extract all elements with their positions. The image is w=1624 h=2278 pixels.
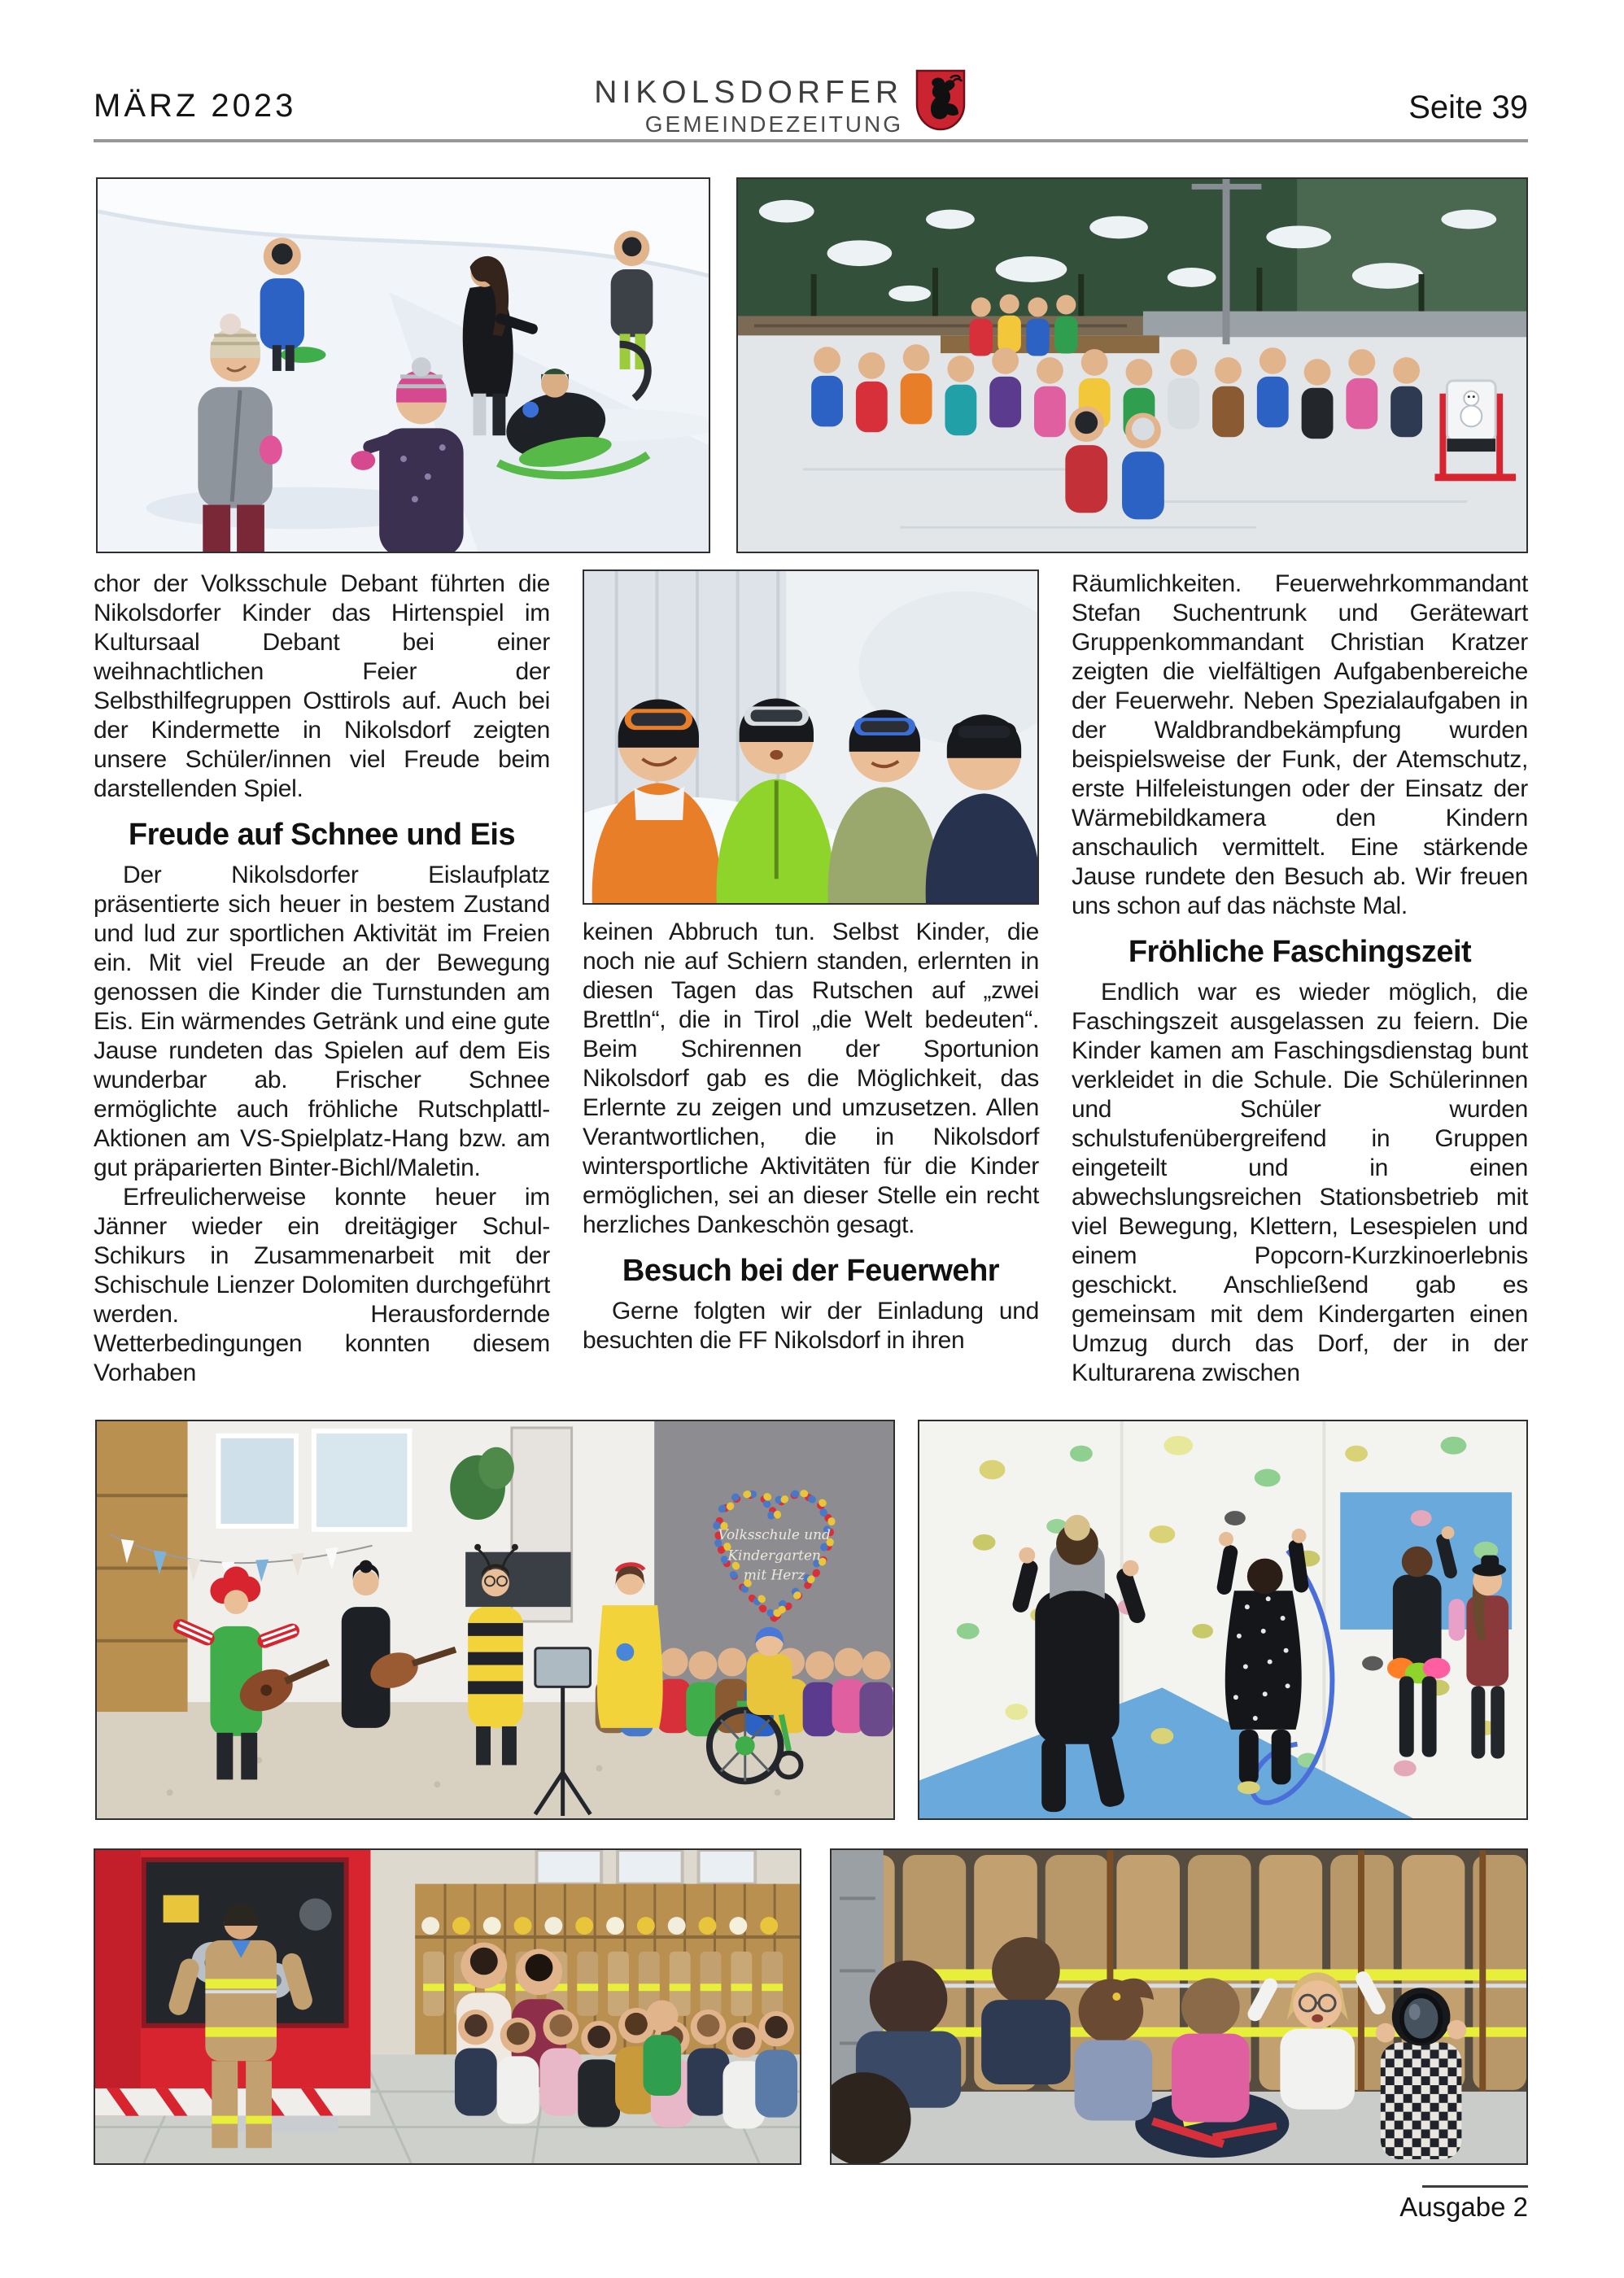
photo-sledding [96, 177, 710, 553]
photo-climbing-wall [918, 1420, 1528, 1820]
paragraph: chor der Volksschule Debant führten die Nikolsdorfer Kinder das Hirtenspiel im Kultursaal Debant bei einer weihnachtlichen Feier der Selbsthilfegruppen Osttirols auf. Auch bei der Kindermette in Nikolsdorf zeigten unsere Schüler/innen viel Freude beim darstellenden Spiel. [94, 570, 550, 802]
headline-besuch-bei-der-feuerwehr: Besuch bei der Feuerwehr [622, 1254, 1000, 1288]
paragraph: Räumlichkeiten. Feuerwehrkommandant Stefan Suchentrunk und Gerätewart Gruppenkommandant Christian Kratzer zeigten die vielfältigen Aufgabenbereiche der Feuerwehr. Neben Spezialaufgaben in der Waldbrandbekämpfung wurden beispielsweise der Funk, der Atemschutz, erste Hilfeleistungen oder der Einsatz der Wärmebildkamera den Kindern anschaulich vermittelt. Eine stärkende Jause rundete den Besuch ab. Wir freuen uns schon auf das nächste Mal. [1072, 570, 1528, 919]
header-rule [94, 139, 1528, 142]
paragraph: Endlich war es wieder möglich, die Faschingszeit ausgelassen zu feiern. Die Kinder kamen am Faschingsdienstag bunt verkleidet in die Schule. Die Schülerinnen und Schüler wurden schulstufenübergreifend in Gruppen eingeteilt und in einen abwechslungsreichen Stationsbetrieb mit viel Bewegung, Klettern, Lesespielen und einem Popcorn-Kurzkinoerlebnis geschickt. Anschließend gab es gemeinsam mit dem Kindergarten einen Umzug durch das Dorf, der in der Kulturarena zwischen [1072, 979, 1528, 1386]
mural-text-line2: Kindergarten [727, 1547, 821, 1564]
municipal-crest-icon [915, 68, 967, 132]
masthead-title: NIKOLSDORFER [594, 75, 903, 110]
photo-ice-skating [736, 177, 1528, 553]
headline-froehliche-faschingszeit: Fröhliche Faschingszeit [1128, 935, 1472, 969]
issue-label: Ausgabe 2 [1399, 2192, 1528, 2222]
article-column-3 [1072, 570, 1528, 1388]
photo-fire-truck [94, 1848, 801, 2165]
issue-date: MÄRZ 2023 [94, 88, 297, 124]
photo-ski-kids [583, 570, 1039, 905]
paragraph: Der Nikolsdorfer Eislaufplatz präsentierte sich heuer in bestem Zustand und lud zur sportlichen Aktivität im Freien ein. Mit viel Freude an der Bewegung genossen die Kinder die Turnstunden am Eis. Ein wärmendes Getränk und eine gute Jause rundeten das Spielen auf dem Eis wunderbar ab. Frischer Schnee ermöglichte auch fröhliche Rutschplattl-Aktionen am VS-Spielplatz-Hang bzw. am gut präparierten Binter-Bichl/Maletin. [94, 862, 550, 1181]
photo-fire-gear [830, 1848, 1528, 2165]
article-column-1 [94, 570, 550, 1388]
masthead [578, 75, 903, 138]
mural-text-line1: Volksschule und [718, 1525, 831, 1543]
article-column-2 [583, 918, 1039, 1355]
mural-text-line3: mit Herz [743, 1566, 805, 1583]
paragraph: Gerne folgten wir der Einladung und besuchten die FF Nikolsdorf in ihren [583, 1298, 1039, 1354]
page-number: Seite 39 [1408, 89, 1528, 125]
headline-freude-auf-schnee-und-eis: Freude auf Schnee und Eis [128, 818, 516, 852]
footer-rule [1422, 2185, 1528, 2188]
masthead-subtitle: GEMEINDEZEITUNG [644, 111, 903, 137]
paragraph: Erfreulicherweise konnte heuer im Jänner wieder ein dreitägiger Schul-Schikurs in Zusammenarbeit mit der Schischule Lienzer Dolomiten durchgeführt werden. Herausfordernde Wetterbedingungen konnten diesem Vorhaben [94, 1184, 550, 1386]
paragraph: keinen Abbruch tun. Selbst Kinder, die noch nie auf Schiern standen, erlernten in diesen Tagen das Rutschen auf „zwei Brettln“, die in Tirol „die Welt bedeuten“. Beim Schirennen der Sportunion Nikolsdorf gab es die Möglichkeit, das Erlernte zu zeigen und umzusetzen. Allen Verantwortlichen, die in Nikolsdorf wintersportliche Aktivitäten für die Kinder ermöglichen, sei an dieser Stelle ein recht herzliches Dankeschön gesagt. [583, 919, 1039, 1238]
photo-fasching-hall [95, 1420, 895, 1820]
